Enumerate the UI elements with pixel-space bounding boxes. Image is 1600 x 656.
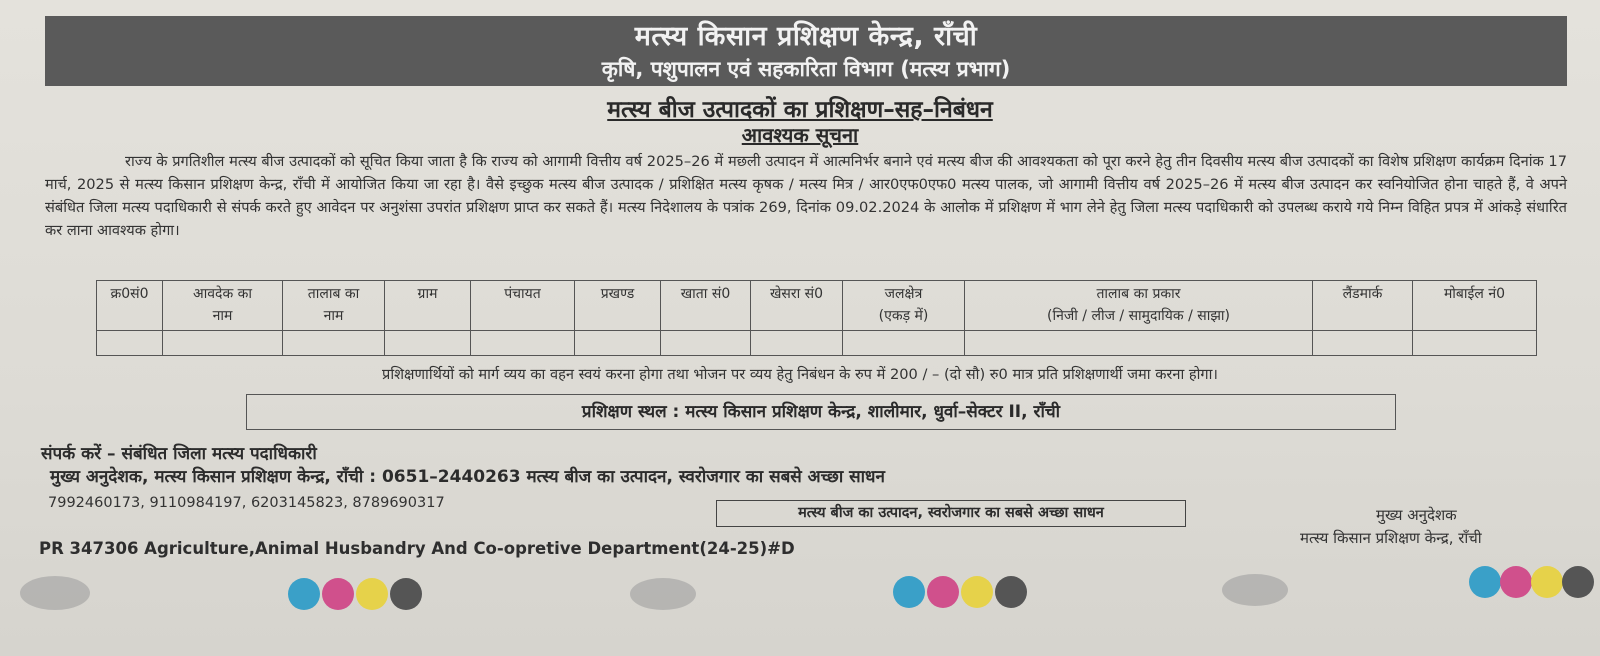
column-header bbox=[751, 281, 843, 331]
table-cell bbox=[965, 331, 1313, 356]
signature-org: मत्स्य किसान प्रशिक्षण केन्द्र, राँची bbox=[1300, 529, 1482, 547]
print-mark-yellow bbox=[961, 576, 993, 608]
column-header-line-1: पंचायत bbox=[504, 286, 541, 302]
column-header-line-2: (एकड़ में) bbox=[878, 308, 929, 324]
column-header bbox=[163, 281, 283, 331]
column-header-line-1: खाता सं0 bbox=[680, 286, 731, 302]
slogan-box: मत्स्य बीज का उत्पादन, स्वरोजगार का सबसे अच्छा साधन bbox=[716, 500, 1186, 527]
column-header bbox=[385, 281, 471, 331]
print-mark-cyan bbox=[288, 578, 320, 610]
print-mark-magenta bbox=[927, 576, 959, 608]
column-header bbox=[1413, 281, 1537, 331]
signature-title: मुख्य अनुदेशक bbox=[1376, 506, 1457, 524]
print-mark-yellow bbox=[1531, 566, 1563, 598]
column-header-line-1: तालाब का प्रकार bbox=[1096, 286, 1181, 302]
notice-subheading: आवश्यक सूचना bbox=[741, 123, 859, 147]
table-blank-row bbox=[97, 331, 1537, 356]
column-header-line-1: जलक्षेत्र bbox=[884, 286, 923, 302]
column-header bbox=[575, 281, 661, 331]
table-cell bbox=[751, 331, 843, 356]
print-mark-cyan bbox=[893, 576, 925, 608]
org-title: मत्स्य किसान प्रशिक्षण केन्द्र, राँची bbox=[634, 21, 978, 52]
column-header-line-1: ग्राम bbox=[417, 286, 438, 302]
table-cell bbox=[843, 331, 965, 356]
column-header bbox=[661, 281, 751, 331]
column-header-line-1: खेसरा सं0 bbox=[769, 286, 824, 302]
column-header bbox=[97, 281, 163, 331]
fee-note: प्रशिक्षणार्थियों को मार्ग व्यय का वहन स्वयं करना होगा तथा भोजन पर व्यय हेतु निबंधन के रुप में 200 / – (दो सौ) रु0 मात्र प्रति प्रशिक्षणार्थी जमा करना होगा। bbox=[382, 366, 1218, 383]
column-header bbox=[283, 281, 385, 331]
column-header-line-1: लैंडमार्क bbox=[1342, 286, 1383, 302]
column-header-line-2: (निजी / लीज / सामुदायिक / साझा) bbox=[1046, 308, 1230, 324]
notice-heading: मत्स्य बीज उत्पादकों का प्रशिक्षण–सह–निबंधन bbox=[607, 97, 993, 123]
org-department: कृषि, पशुपालन एवं सहकारिता विभाग (मत्स्य प्रभाग) bbox=[601, 57, 1011, 81]
print-mark-yellow bbox=[356, 578, 388, 610]
print-mark-magenta bbox=[1500, 566, 1532, 598]
column-header-line-1: आवदेक का bbox=[192, 286, 253, 302]
print-mark-black bbox=[1562, 566, 1594, 598]
table-cell bbox=[163, 331, 283, 356]
print-mark-grey bbox=[1222, 574, 1288, 606]
column-header-line-2: नाम bbox=[323, 308, 344, 324]
contact-label: संपर्क करें – संबंधित जिला मत्स्य पदाधिकारी bbox=[41, 444, 317, 464]
column-header bbox=[965, 281, 1313, 331]
column-header-line-1: मोबाईल नं0 bbox=[1443, 286, 1506, 302]
table-cell bbox=[1313, 331, 1413, 356]
table-cell bbox=[97, 331, 163, 356]
column-header-line-2: नाम bbox=[212, 308, 233, 324]
print-mark-black bbox=[995, 576, 1027, 608]
phone-numbers: 7992460173, 9110984197, 6203145823, 8789690317 bbox=[48, 495, 445, 511]
column-header bbox=[1313, 281, 1413, 331]
header-band bbox=[45, 16, 1567, 86]
pr-number-line: PR 347306 Agriculture,Animal Husbandry And Co-opretive Department(24-25)#D bbox=[39, 539, 795, 558]
column-header bbox=[843, 281, 965, 331]
table-cell bbox=[471, 331, 575, 356]
print-mark-black bbox=[390, 578, 422, 610]
column-header-line-1: तालाब का bbox=[307, 286, 360, 302]
column-header-line-1: क्र0सं0 bbox=[110, 286, 149, 302]
column-header-line-1: प्रखण्ड bbox=[600, 286, 635, 302]
venue-box: प्रशिक्षण स्थल : मत्स्य किसान प्रशिक्षण केन्द्र, शालीमार, धुर्वा–सेक्टर II, राँची bbox=[246, 394, 1396, 430]
notice-body: राज्य के प्रगतिशील मत्स्य बीज उत्पादकों को सूचित किया जाता है कि राज्य को आगामी वित्तीय वर्ष 2025–26 में मछली उत्पादन में आत्मनिर्भर बनाने एवं मत्स्य बीज की आवश्यकता को पूरा करने हेतु तीन दिवसीय मत्स्य बीज उत्पादकों का विशेष प्रशिक्षण कार्यक्रम दिनांक 17 मार्च, 2025 से मत्स्य किसान प्रशिक्षण केन्द्र, राँची में आयोजित किया जा रहा है। वैसे इच्छुक मत्स्य बीज उत्पादक / प्रशिक्षित मत्स्य कृषक / मत्स्य मित्र / आर0एफ0एफ0 मत्स्य पालक, जो आगामी वित्तीय वर्ष 2025–26 में मत्स्य बीज उत्पादन कर स्वनियोजित होना चाहते हैं, वे अपने संबंधित जिला मत्स्य पदाधिकारी से संपर्क करते हुए आवेदन पर अनुशंसा उपरांत प्रशिक्षण प्राप्त कर सकते हैं। मत्स्य निदेशालय के पत्रांक 269, दिनांक 09.02.2024 के आलोक में प्रशिक्षण में भाग लेने हेतु जिला मत्स्य पदाधिकारी को उपलब्ध कराये गये निम्न विहित प्रपत्र में आंकड़े संधारित कर लाना आवश्यक होगा। bbox=[45, 153, 1568, 239]
table-cell bbox=[661, 331, 751, 356]
print-mark-magenta bbox=[322, 578, 354, 610]
print-mark-grey bbox=[20, 576, 90, 610]
table-cell bbox=[1413, 331, 1537, 356]
table-cell bbox=[283, 331, 385, 356]
registration-form-table bbox=[96, 280, 1537, 356]
column-header bbox=[471, 281, 575, 331]
print-mark-grey bbox=[630, 578, 696, 610]
table-cell bbox=[575, 331, 661, 356]
table-header-row bbox=[97, 281, 1537, 331]
contact-line: मुख्य अनुदेशक, मत्स्य किसान प्रशिक्षण केन्द्र, राँची : 0651–2440263 मत्स्य बीज का उत्पादन, स्वरोजगार का सबसे अच्छा साधन bbox=[50, 467, 885, 487]
table-cell bbox=[385, 331, 471, 356]
print-mark-cyan bbox=[1469, 566, 1501, 598]
